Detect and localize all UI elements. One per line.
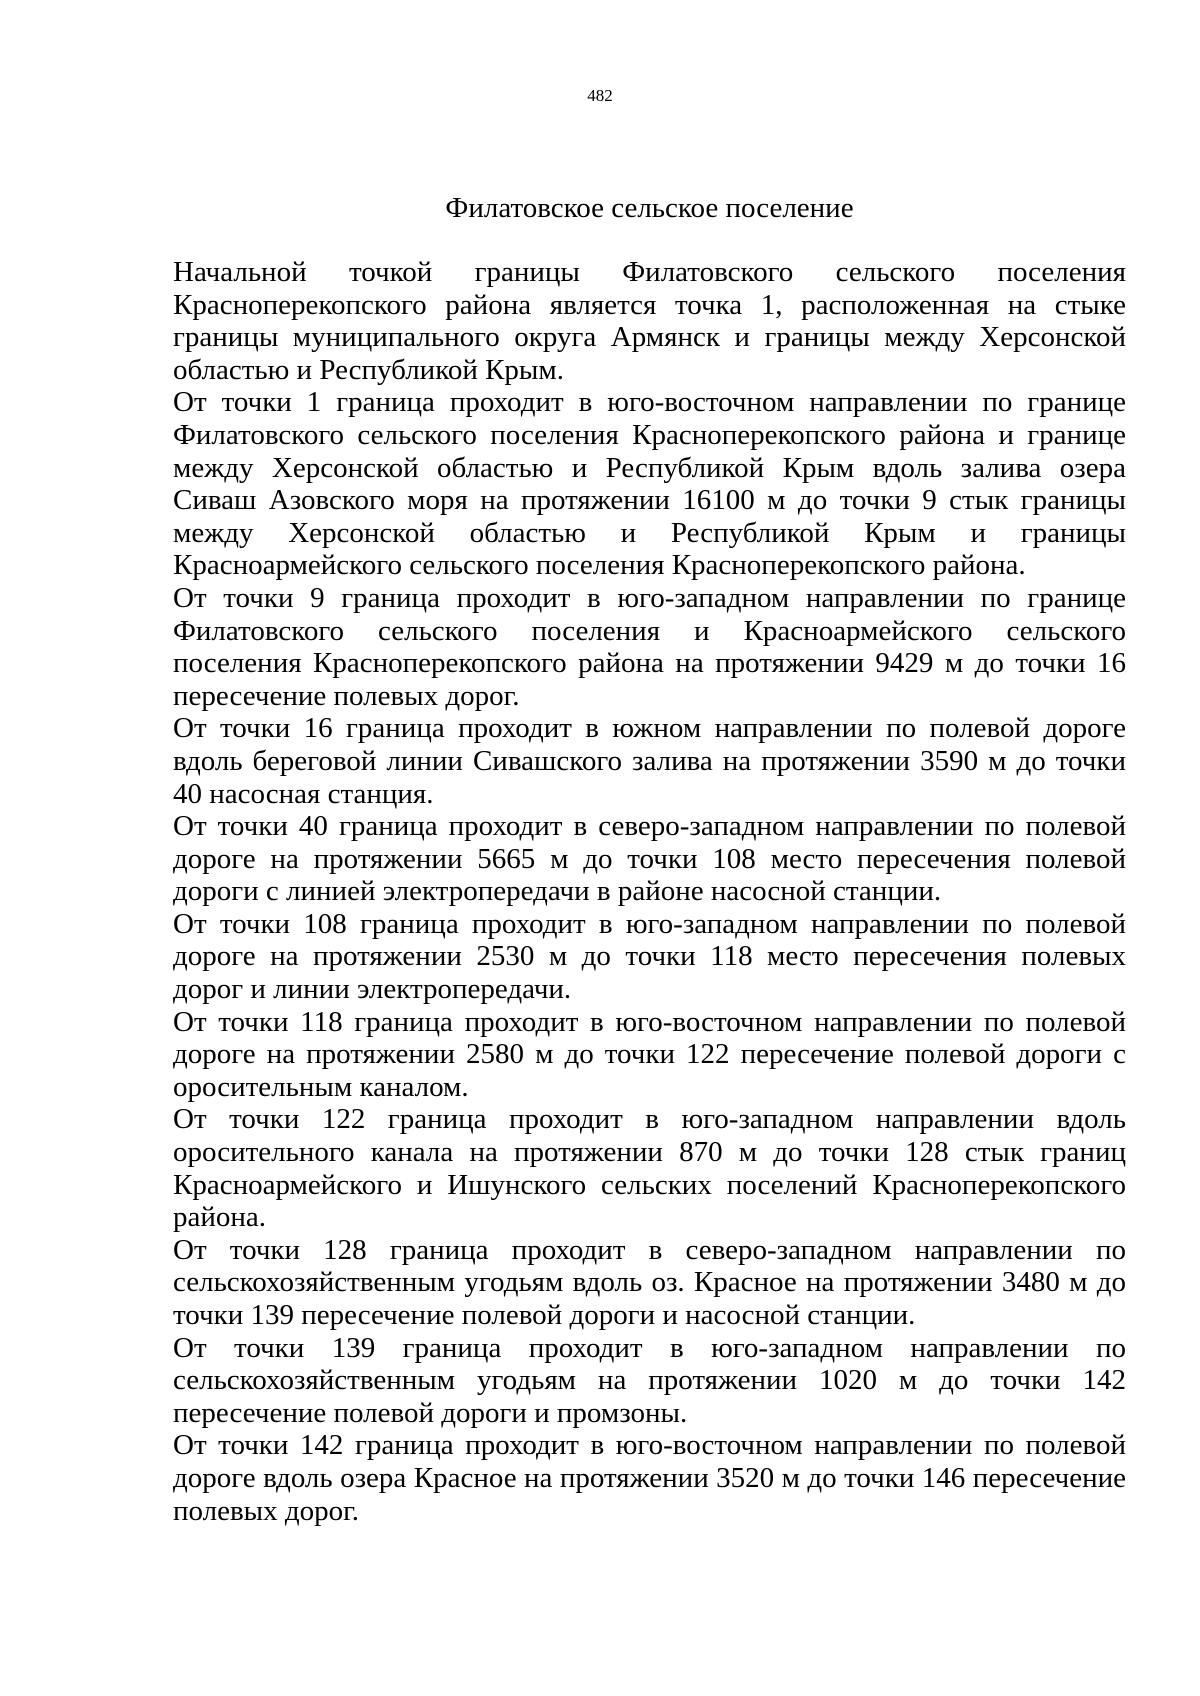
paragraph: От точки 9 граница проходит в юго-западном направлении по границе Филатовского сельского поселения и Красноармейского сельского поселения Красноперекопского района на протяжении 9429 м до точки 16 пересечение полевых дорог.	[173, 581, 1126, 712]
paragraph: От точки 108 граница проходит в юго-западном направлении по полевой дороге на протяжении 2530 м до точки 118 место пересечения полевых дорог и линии электропередачи.	[173, 907, 1126, 1006]
paragraph: От точки 16 граница проходит в южном направлении по полевой дороге вдоль береговой линии Сивашского залива на протяжении 3590 м до точки 40 насосная станция.	[173, 712, 1126, 810]
paragraph: Начальной точкой границы Филатовского сельского поселения Красноперекопского района является точка 1, расположенная на стыке границы муниципального округа Армянск и границы между Херсонской областью и Республикой Крым.	[173, 256, 1126, 386]
paragraph: От точки 142 граница проходит в юго-восточном направлении по полевой дороге вдоль озера Красное на протяжении 3520 м до точки 146 пересечение полевых дорог.	[173, 1429, 1126, 1527]
page-number: 482	[587, 86, 613, 105]
paragraph: От точки 139 граница проходит в юго-западном направлении по сельскохозяйственным угодьям на протяжении 1020 м до точки 142 пересечение полевой дороги и промзоны.	[173, 1331, 1126, 1429]
paragraph: От точки 128 граница проходит в северо-западном направлении по сельскохозяйственным угодьям вдоль оз. Красное на протяжении 3480 м до точки 139 пересечение полевой дороги и насосной станции.	[173, 1233, 1126, 1331]
paragraph: От точки 118 граница проходит в юго-восточном направлении по полевой дороге на протяжении 2580 м до точки 122 пересечение полевой дороги с оросительным каналом.	[173, 1005, 1126, 1103]
document-title: Филатовское сельское поселение	[445, 192, 854, 224]
paragraph: От точки 1 граница проходит в юго-восточном направлении по границе Филатовского сельского поселения Красноперекопского района и границе между Херсонской областью и Республикой Крым вдоль залива озера Сиваш Азовского моря на протяжении 16100 м до точки 9 стык границы между Херсонской областью и Республикой Крым и границы Красноармейского сельского поселения Красноперекопского района.	[173, 386, 1126, 582]
paragraph: От точки 122 граница проходит в юго-западном направлении вдоль оросительного канала на протяжении 870 м до точки 128 стык границ Красноармейского и Ишунского сельских поселений Красноперекопского района.	[173, 1103, 1126, 1234]
document-body	[173, 256, 1126, 1527]
paragraph: От точки 40 граница проходит в северо-западном направлении по полевой дороге на протяжении 5665 м до точки 108 место пересечения полевой дороги с линией электропередачи в районе насосной станции.	[173, 810, 1126, 908]
